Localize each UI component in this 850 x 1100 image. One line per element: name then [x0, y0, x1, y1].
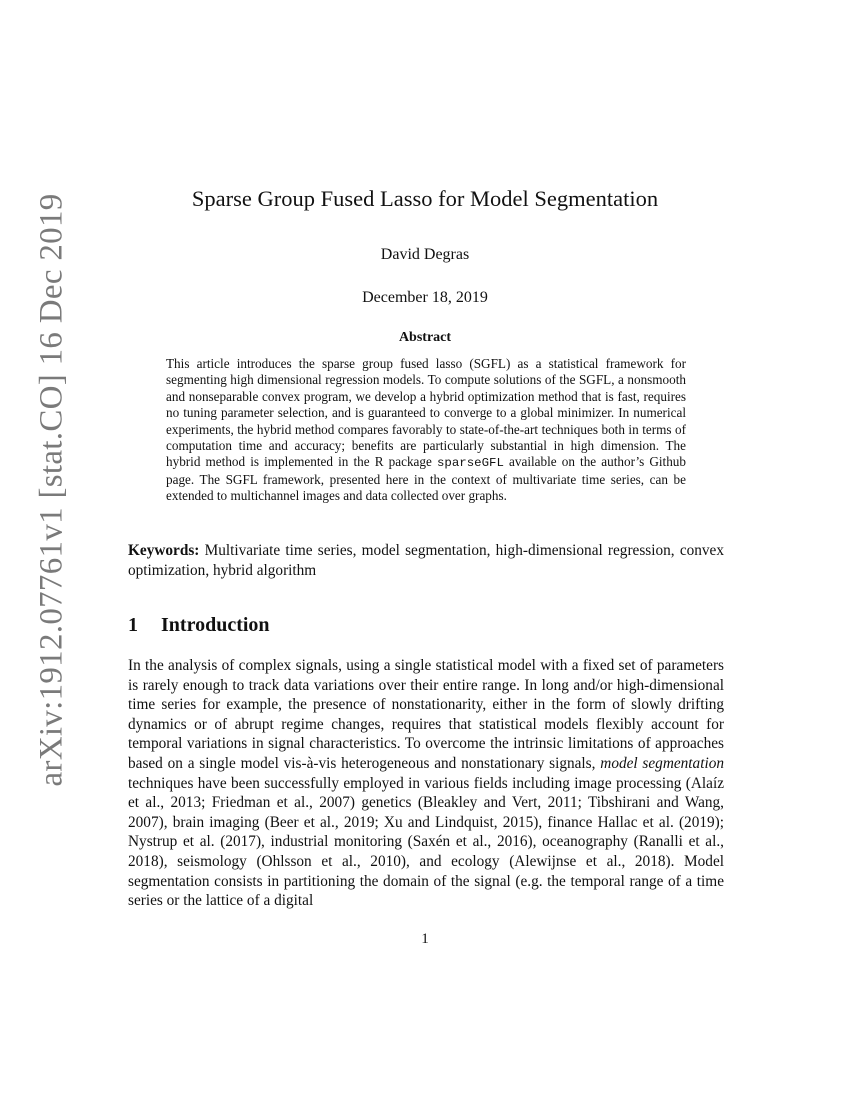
section-title: Introduction	[161, 614, 270, 636]
abstract-heading: Abstract	[398, 330, 452, 345]
package-name: sparseGFL	[436, 456, 504, 471]
publication-date: December 18, 2019	[362, 289, 488, 306]
arxiv-identifier-stamp: arXiv:1912.07761v1 [stat.CO] 16 Dec 2019	[33, 193, 70, 787]
intro-text-part-2: techniques have been successfully employed in various fields including image processing (Alaíz et al., 2013; Friedman et al., 2007) genetics (Bleakley and Vert, 2011; Tibshirani and Wang, 2007), brain imaging (Beer et al., 2019; Xu and Lindquist, 2015), finance Hallac et al. (2019); Nystrup et al. (2017), industrial monitoring (Saxén et al., 2016), oceanography (Ranalli et al., 2018), seismology (Ohlsson et al., 2010), and ecology (Alewijnse et al., 2018). Model segmentation consists in partitioning the domain of the signal (e.g. the temporal range of a time series or the lattice of a digital	[128, 774, 724, 910]
abstract-body	[166, 356, 686, 505]
keywords-list: Multivariate time series, model segmentation, high-dimensional regression, convex optimization, hybrid algorithm	[128, 542, 724, 579]
abstract-text-part-2: available on the author’s Github page. The SGFL framework, presented here in the context of multivariate time series, can be extended to multichannel images and data collected over graphs.	[166, 454, 686, 504]
section-heading-introduction	[128, 612, 270, 638]
author-name: David Degras	[380, 246, 470, 263]
intro-emphasis: model segmentation	[600, 754, 725, 772]
introduction-paragraph	[128, 656, 724, 911]
paper-title: Sparse Group Fused Lasso for Model Segmentation	[191, 186, 659, 211]
section-number: 1	[128, 614, 138, 636]
intro-text-part-1: In the analysis of complex signals, using a single statistical model with a fixed set of parameters is rarely enough to track data variations over their entire range. In long and/or high-dimensional time series for example, the presence of nonstationarity, either in the form of slowly drifting dynamics or of abrupt regime changes, requires that statistical models flexibly account for temporal variations in signal characteristics. To overcome the intrinsic limitations of approaches based on a single model vis-à-vis heterogeneous and nonstationary signals,	[128, 657, 724, 772]
keywords-paragraph	[128, 541, 724, 580]
abstract-text-part-1: This article introduces the sparse group fused lasso (SGFL) as a statistical framework for segmenting high dimensional regression models. To compute solutions of the SGFL, a nonsmooth and nonseparable convex program, we develop a hybrid optimization method that is fast, requires no tuning parameter selection, and is guaranteed to converge to a global minimizer. In numerical experiments, the hybrid method compares favorably to state-of-the-art techniques both in terms of computation time and accuracy; benefits are particularly substantial in high dimension. The hybrid method is implemented in the R package	[166, 356, 686, 470]
page-number: 1	[421, 931, 429, 947]
keywords-label: Keywords:	[128, 542, 200, 559]
